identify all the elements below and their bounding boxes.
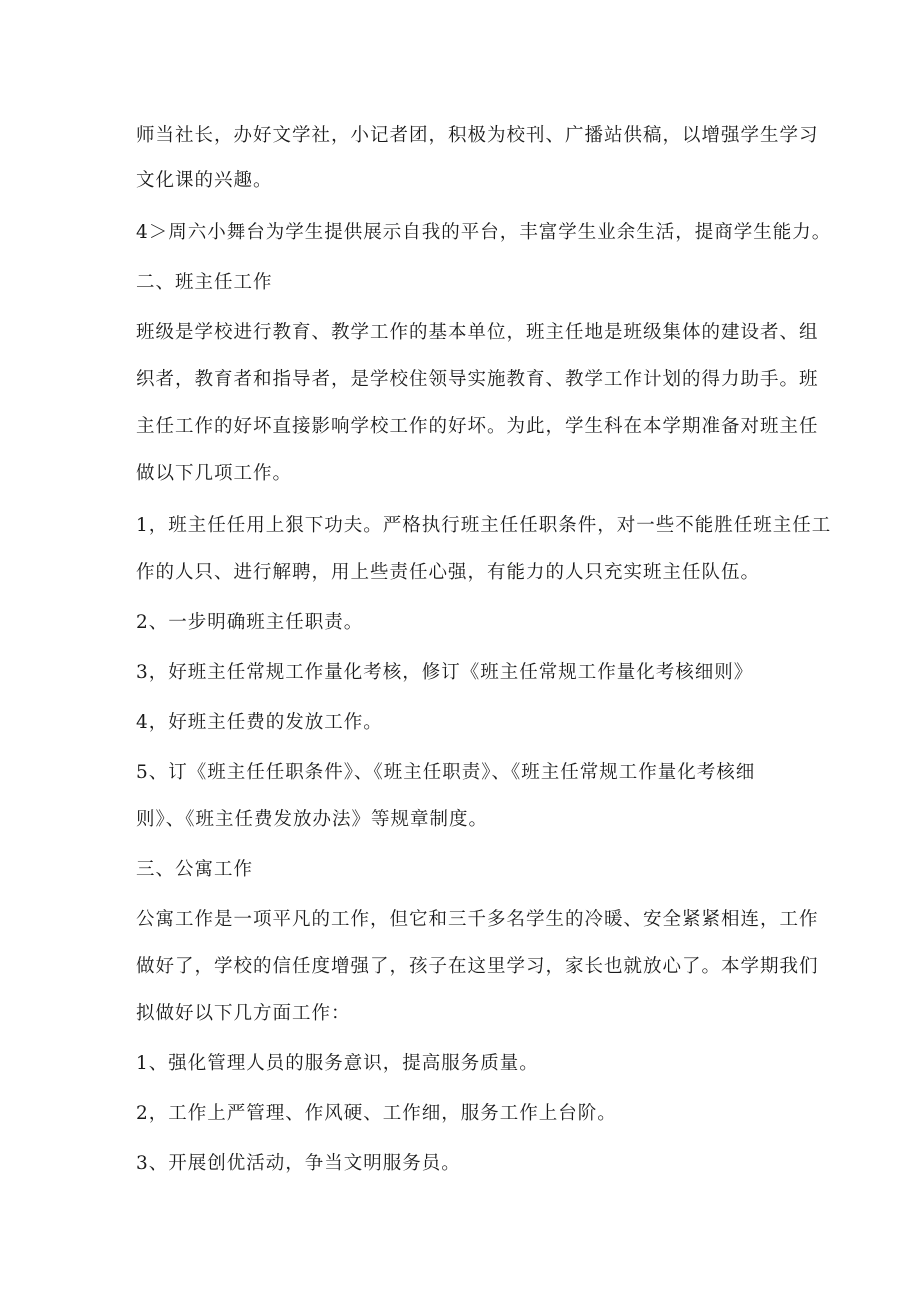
paragraph-line: 拟做好以下几方面工作：	[136, 1003, 351, 1024]
list-item: 4，好班主任费的发放工作。	[136, 712, 383, 733]
list-item: 2，工作上严管理、作风硬、工作细，服务工作上台阶。	[136, 1103, 617, 1124]
paragraph-line: 师当社长，办好文学社，小记者团，积极为校刊、广播站供稿，以增强学生学习	[136, 125, 819, 146]
list-item-continuation: 作的人只、进行解聘，用上些责任心强，有能力的人只充实班主任队伍。	[136, 562, 761, 583]
list-item: 3、开展创优活动，争当文明服务员。	[136, 1153, 461, 1174]
paragraph-line: 主任工作的好坏直接影响学校工作的好坏。为此，学生科在本学期准备对班主任	[136, 416, 819, 437]
paragraph-line: 做以下几项工作。	[136, 463, 293, 484]
list-item: 3，好班主任常规工作量化考核，修订《班主任常规工作量化考核细则》	[136, 662, 754, 683]
section-heading: 三、公寓工作	[136, 859, 254, 880]
list-item-continuation: 则》、《班主任费发放办法》等规章制度。	[136, 809, 489, 830]
paragraph-line: 做好了，学校的信任度增强了，孩子在这里学习，家长也就放心了。本学期我们	[136, 956, 819, 977]
paragraph-line: 4＞周六小舞台为学生提供展示自我的平台，丰富学生业余生活，提商学生能力。	[136, 222, 832, 243]
list-item: 2、一步明确班主任职责。	[136, 612, 364, 633]
paragraph-line: 班级是学校进行教育、教学工作的基本单位，班主任地是班级集体的建设者、组	[136, 322, 819, 343]
section-heading: 二、班主任工作	[136, 272, 273, 293]
list-item: 1，班主任任用上狠下功夫。严格执行班主任任职条件，对一些不能胜任班主任工	[136, 515, 832, 536]
list-item: 5、订《班主任任职条件》、《班主任职责》、《班主任常规工作量化考核细	[136, 762, 756, 783]
list-item: 1、强化管理人员的服务意识，提高服务质量。	[136, 1053, 539, 1074]
paragraph-line: 公寓工作是一项平凡的工作，但它和三千多名学生的冷暖、安全紧紧相连，工作	[136, 909, 819, 930]
paragraph-line: 织者，教育者和指导者，是学校住领导实施教育、教学工作计划的得力助手。班	[136, 369, 819, 390]
paragraph-line: 文化课的兴趣。	[136, 170, 273, 191]
